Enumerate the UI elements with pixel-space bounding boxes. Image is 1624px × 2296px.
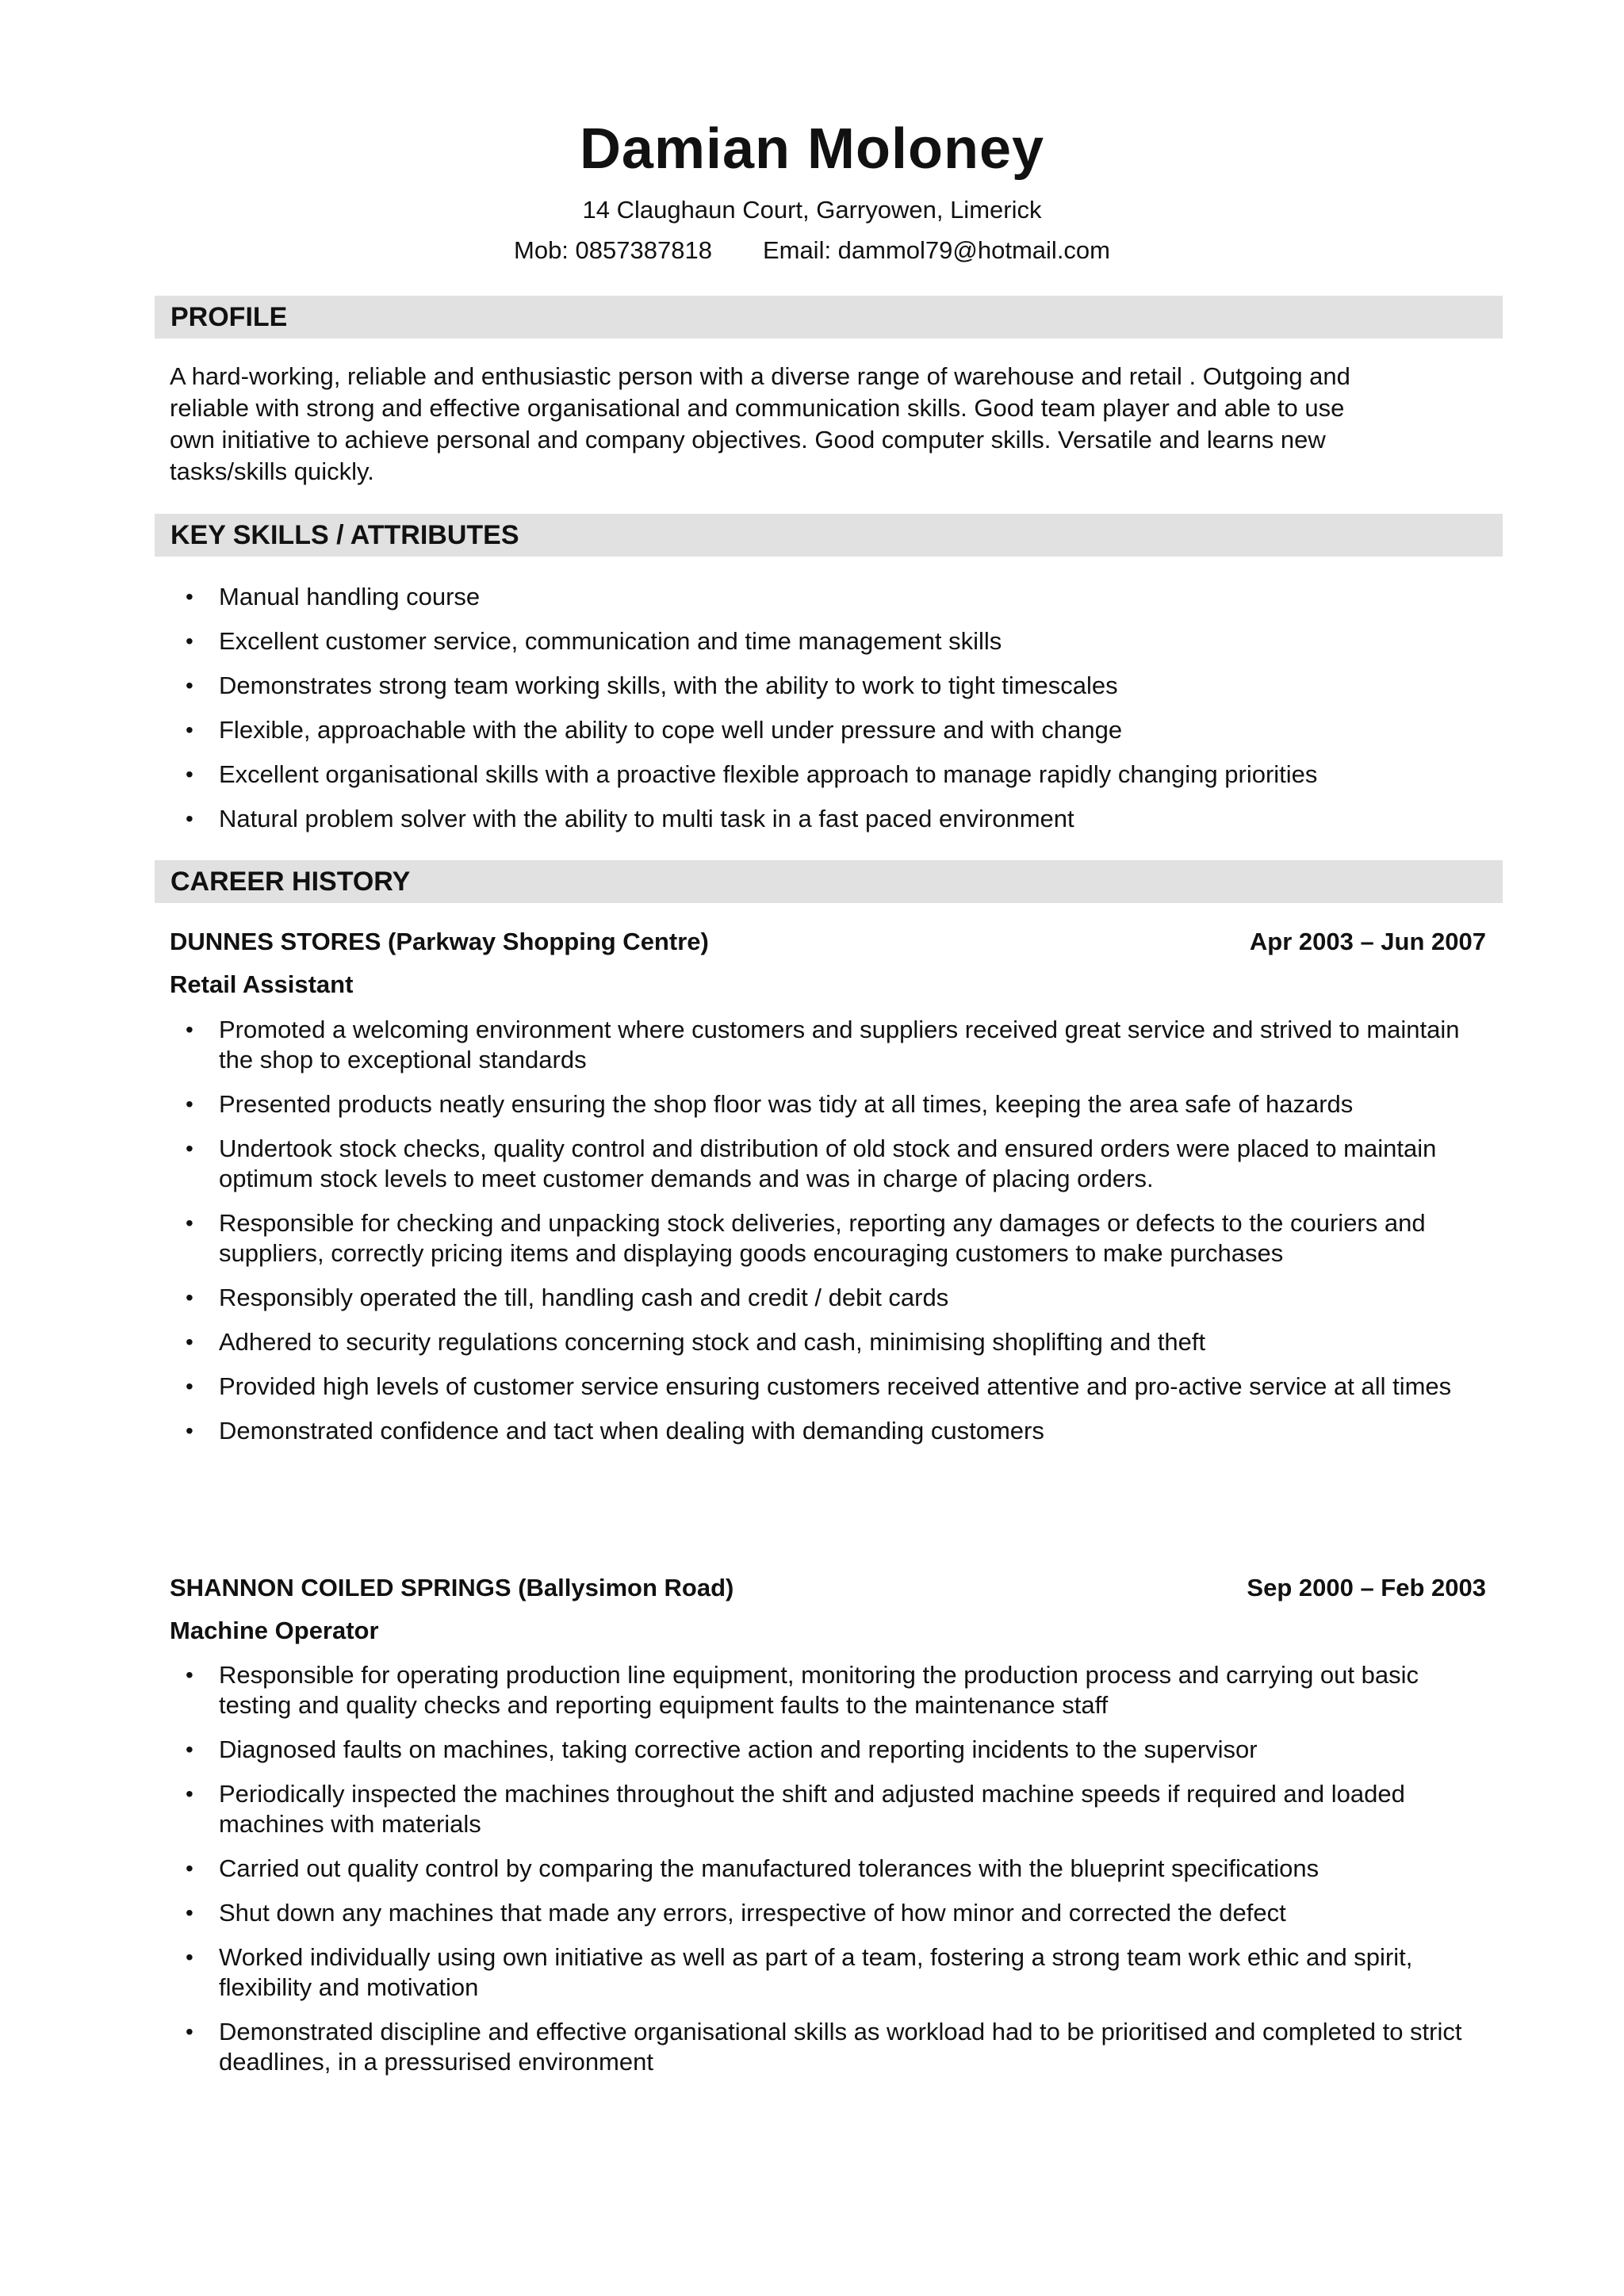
bullet-icon: •	[186, 1017, 193, 1042]
duties-list	[170, 1660, 1488, 2077]
job-header	[170, 926, 1486, 958]
list-item: • Demonstrated discipline and effective organisational skills as workload had to be prioritised and completed to strict deadlines, in a pressurised environment	[186, 2018, 1462, 2076]
section-heading-career-history: CAREER HISTORY	[155, 860, 1503, 903]
bullet-icon: •	[186, 1285, 193, 1310]
address: 14 Claughaun Court, Garryowen, Limerick	[582, 196, 1042, 224]
section-heading-profile: PROFILE	[155, 296, 1503, 339]
bullet-icon: •	[186, 1211, 193, 1235]
list-item: • Shut down any machines that made any errors, irrespective of how minor and corrected the defect	[186, 1899, 1286, 1927]
list-item: • Responsibly operated the till, handling cash and credit / debit cards	[186, 1284, 949, 1311]
bullet-icon: •	[186, 1737, 193, 1762]
bullet-icon: •	[186, 1856, 193, 1881]
list-item: • Flexible, approachable with the ability to cope well under pressure and with change	[186, 716, 1123, 744]
section-heading-key-skills: KEY SKILLS / ATTRIBUTES	[155, 514, 1503, 557]
bullet-icon: •	[186, 1900, 193, 1925]
list-item: • Demonstrated confidence and tact when dealing with demanding customers	[186, 1417, 1044, 1445]
job-title: Machine Operator	[170, 1617, 379, 1644]
list-item: • Excellent customer service, communication and time management skills	[186, 627, 1002, 655]
list-item: • Responsible for operating production line equipment, monitoring the production process and carrying out basic testing and quality checks and reporting equipment faults to the maintenance staff	[186, 1661, 1419, 1719]
bullet-icon: •	[186, 1663, 193, 1687]
bullet-icon: •	[186, 1330, 193, 1354]
bullet-icon: •	[186, 2019, 193, 2044]
profile-line: tasks/skills quickly.	[170, 457, 374, 485]
list-item: • Adhered to security regulations concerning stock and cash, minimising shoplifting and theft	[186, 1328, 1206, 1356]
profile-line: A hard-working, reliable and enthusiastic person with a diverse range of warehouse and retail . Outgoing and	[170, 362, 1350, 390]
profile-line: reliable with strong and effective organisational and communication skills. Good team player and able to use	[170, 394, 1345, 422]
list-item: • Manual handling course	[186, 583, 481, 610]
profile-line: own initiative to achieve personal and company objectives. Good computer skills. Versatile and learns new	[170, 426, 1326, 453]
list-item: • Responsible for checking and unpacking stock deliveries, reporting any damages or defects to the couriers and suppliers, correctly pricing items and displaying goods encouraging customers to make purchases	[186, 1209, 1426, 1267]
duties-list	[170, 1015, 1488, 1446]
contact-details	[0, 235, 1624, 266]
list-item: • Periodically inspected the machines throughout the shift and adjusted machine speeds if required and loaded machines with materials	[186, 1780, 1405, 1838]
bullet-icon: •	[186, 1374, 193, 1399]
bullet-icon: •	[186, 806, 193, 831]
company-name: DUNNES STORES (Parkway Shopping Centre)	[170, 928, 709, 955]
list-item: • Carried out quality control by comparing the manufactured tolerances with the blueprint specifications	[186, 1854, 1320, 1882]
key-skills-list	[170, 582, 1488, 834]
candidate-name: Damian Moloney	[579, 117, 1045, 181]
list-item: • Demonstrates strong team working skills, with the ability to work to tight timescales	[186, 672, 1118, 699]
company-name: SHANNON COILED SPRINGS (Ballysimon Road)	[170, 1574, 734, 1601]
list-item: • Worked individually using own initiative as well as part of a team, fostering a strong team work ethic and spirit, flexibility and motivation	[186, 1943, 1413, 2001]
bullet-icon: •	[186, 1136, 193, 1161]
bullet-icon: •	[186, 1092, 193, 1116]
employment-dates: Apr 2003 – Jun 2007	[1249, 928, 1486, 955]
list-item: • Presented products neatly ensuring the shop floor was tidy at all times, keeping the area safe of hazards	[186, 1090, 1354, 1118]
job-header	[170, 1572, 1486, 1604]
bullet-icon: •	[186, 718, 193, 742]
list-item: • Provided high levels of customer service ensuring customers received attentive and pro-active service at all times	[186, 1372, 1452, 1400]
bullet-icon: •	[186, 1945, 193, 1969]
list-item: • Natural problem solver with the ability to multi task in a fast paced environment	[186, 805, 1074, 832]
bullet-icon: •	[186, 1781, 193, 1806]
list-item: • Undertook stock checks, quality control and distribution of old stock and ensured orders were placed to maintain optimum stock levels to meet customer demands and was in charge of placing orders.	[186, 1135, 1437, 1192]
profile-text	[170, 361, 1486, 488]
bullet-icon: •	[186, 762, 193, 786]
bullet-icon: •	[186, 1418, 193, 1443]
employment-dates: Sep 2000 – Feb 2003	[1247, 1574, 1486, 1601]
bullet-icon: •	[186, 629, 193, 653]
email-address: Email: dammol79@hotmail.com	[762, 236, 1110, 264]
bullet-icon: •	[186, 584, 193, 609]
bullet-icon: •	[186, 673, 193, 698]
list-item: • Excellent organisational skills with a proactive flexible approach to manage rapidly changing priorities	[186, 760, 1318, 788]
list-item: • Promoted a welcoming environment where customers and suppliers received great service and strived to maintain the shop to exceptional standards	[186, 1016, 1460, 1073]
list-item: • Diagnosed faults on machines, taking corrective action and reporting incidents to the supervisor	[186, 1735, 1258, 1763]
job-title: Retail Assistant	[170, 970, 354, 998]
mobile-number: Mob: 0857387818	[514, 236, 712, 264]
